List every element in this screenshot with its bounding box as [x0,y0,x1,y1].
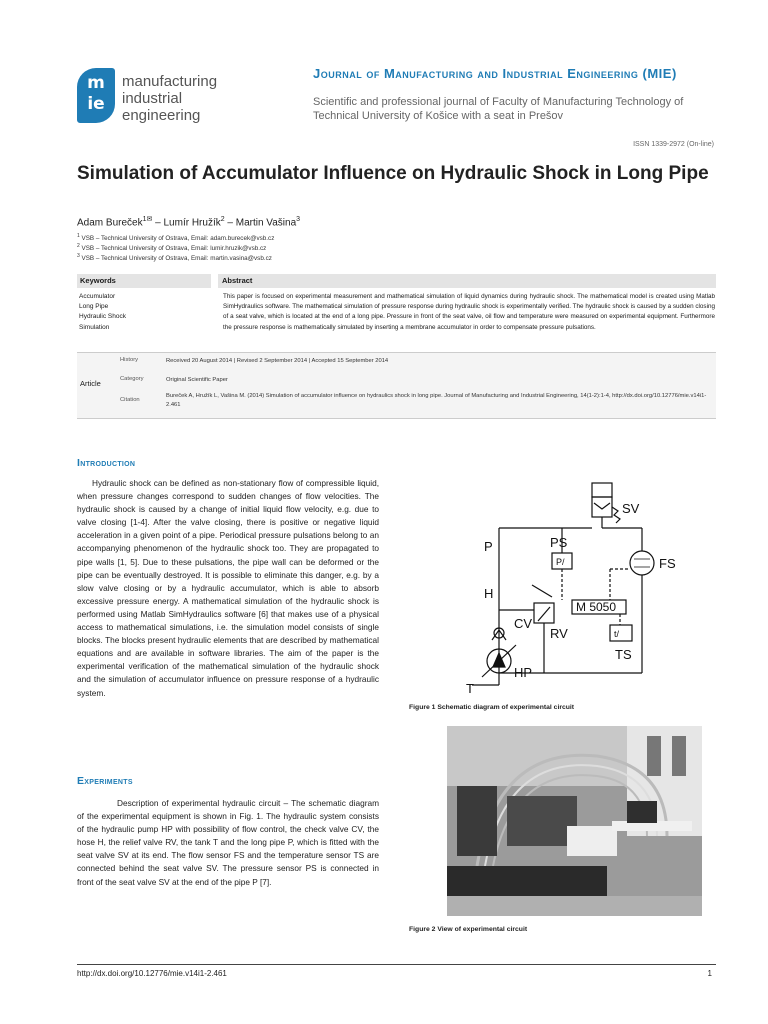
label-t: T [466,681,474,695]
affiliation: $^3$ VSB – Technical University of Ostrava, Email: martin.vasina@vsb.cz [77,253,272,263]
author-name: Lumír Hružík [163,217,221,229]
experimental-circuit-photo [447,726,702,916]
footer-divider [77,964,716,965]
label-ps-box: P/ [556,557,565,567]
paper-title: Simulation of Accumulator Influence on Hydraulic Shock in Long Pipe [77,163,709,184]
figure-1-caption: Figure 1 Schematic diagram of experimental circuit [409,704,575,711]
label-cv: CV [514,616,533,631]
page-number: 1 [707,969,712,978]
citation-value: Bureček A, Hružík L, Vašina M. (2014) Simulation of accumulator influence on hydraulics shock in long pipe. Journal of Manufacturing and Industrial Engineering, 14(1-2):1-4, http://dx.doi.org/10.12776/mie.v14i1-2.461 [166,393,707,408]
author-name: Adam Bureček [77,217,143,229]
label-ps: PS [550,535,568,550]
introduction-paragraph: Hydraulic shock can be defined as non-stationary flow of compressible liquid, when pressure changes correspond to sudden changes of flow velocities. The hydraulic shock is caused by a change of initial liquid flow velocity, e.g. due to valve closing [1-4]. After the valve closing, there is positive or negative liquid acceleration in a given point of a pipe. Periodical pressure pulsations belong to an accompanying phenomenon of the hydraulic shock too. They are propagated to pipe walls [1, 5]. Due to these pulsations, the pipe wall can be deformed or the pipe can be eventually destroyed. It is possible to eliminate this danger, e.g. by a slow valve closing or by a hydraulic accumulator, which is able to absorb excessive pressure energy. A mathematical simulation of the hydraulic shock is performed using Matlab SimHydraulics software [6] that makes use of a physical access to mathematical simulations, i.e. the simulation model consists of single blocks. The blocks present hydraulic elements that are described by mathematical equations and are available in software libraries. The aim of the paper is the experimental verification of the mathematical simulation of the hydraulic shock and the simulation of accumulator influence on pressure response of a hydraulic system. [77,478,379,698]
doi-link[interactable]: http://dx.doi.org/10.12776/mie.v14i1-2.461 [77,969,227,978]
affiliation: $^2$ VSB – Technical University of Ostrava, Email: lumir.hruzik@vsb.cz [77,243,267,253]
relief-valve [534,603,554,623]
journal-logo: m ie [77,68,115,123]
label-rv: RV [550,626,568,641]
label-fs: FS [659,556,676,571]
section-heading-introduction: Introduction [77,457,136,469]
keyword: Long Pipe [79,303,109,311]
seat-valve-actuator [592,483,612,497]
label-hp: HP [514,665,533,680]
article-label: Article [80,379,101,388]
affiliation: $^1$ VSB – Technical University of Ostrava, Email: adam.burecek@vsb.cz [77,233,275,243]
hydraulic-circuit-diagram [452,473,692,695]
history-value: Received 20 August 2014 | Revised 2 September 2014 | Accepted 15 September 2014 [166,358,389,364]
label-m5050: M 5050 [576,600,617,614]
label-ts-box: t/ [614,629,620,639]
label-p: P [484,539,493,554]
category-value: Original Scientific Paper [166,377,228,383]
journal-subtitle: Scientific and professional journal of Faculty of Manufacturing Technology of Technical University of Košice with a seat in Prešov [313,96,684,122]
history-label: History [120,357,139,363]
flow-sensor [630,551,654,575]
keyword: Hydraulic Shock [79,313,126,321]
experiments-paragraph: Description of experimental hydraulic circuit – The schematic diagram of the experimental equipment is shown in Fig. 1. The hydraulic system consists of the hydraulic pump HP with possibility of flow control, the check valve CV, the hose H, the relief valve RV, the tank T and the long pipe P, which is fitted with the seat valve SV at its end. The flow sensor FS and the temperature sensor TS are connected behind the seat valve SV. The pressure sensor PS is connected in front of the seat valve SV at the end of the pipe P [7]. [77,798,379,887]
logo-wordmark: manufacturing industrial engineering [122,73,218,124]
valve-spring [612,507,620,523]
keywords-header: Keywords [77,274,211,288]
category-label: Category [120,376,144,382]
figure-2-caption: Figure 2 View of experimental circuit [409,926,528,933]
section-heading-experiments: Experiments [77,775,133,787]
author-list: Adam Bureček$^{1✉}$ – Lumír Hružík$^2$ – Martin Vašina$^3$ [77,216,301,229]
citation-label: Citation [120,397,140,403]
journal-title: Journal of Manufacturing and Industrial Engineering (MIE) [313,66,677,81]
author-name: Martin Vašina [235,217,297,229]
issn-label: ISSN 1339-2972 (On-line) [633,141,714,148]
label-sv: SV [622,501,640,516]
label-h: H [484,586,494,601]
abstract-text: This paper is focused on experimental measurement and mathematical simulation of liquid dynamics during hydraulic shock. The mathematical model is created using Matlab SimHydraulics software. The mathematical simulation of pressure response during hydraulic shock is experimentally verified. The hydraulic shock is caused by a sudden closing of a seat valve, which is located at the end of a long pipe. Pressure in front of the seat valve, oil flow and temperature were measured on experimental equipment. Furthermore the pressure response is mathematically simulated by inserting a membrane accumulator in order to compensate pressure pulsations. [223,293,715,331]
keyword: Simulation [79,323,110,331]
keyword: Accumulator [79,293,116,300]
seat-valve-body [592,497,612,517]
label-ts: TS [615,647,632,662]
abstract-header: Abstract [218,274,716,288]
keyword-list [79,292,126,333]
